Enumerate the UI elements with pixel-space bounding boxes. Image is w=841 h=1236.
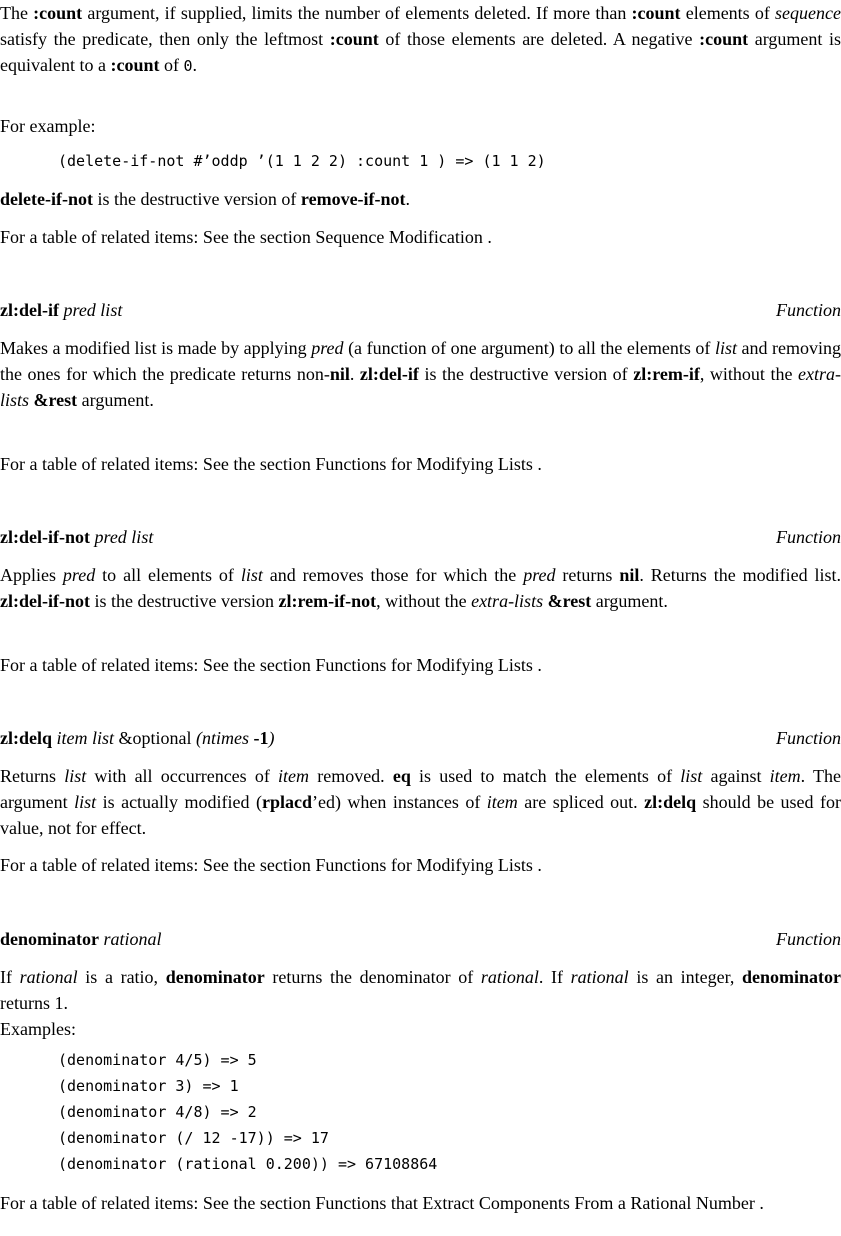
- code-example: (delete-if-not #’oddp ’(1 1 2 2) :count 1 ) => (1 1 2): [58, 152, 546, 170]
- denominator-examples: [0, 1047, 841, 1177]
- function-name: denominator: [0, 929, 99, 949]
- entry-kind: Function: [776, 929, 841, 949]
- entry-header-delq: zl:delq item list &optional (ntimes -1) Function: [0, 725, 841, 751]
- code-line: (denominator 4/8) => 2: [58, 1103, 257, 1121]
- entry-header-del-if: [0, 297, 841, 323]
- function-args: item list: [56, 728, 114, 748]
- code-line: (denominator (/ 12 -17)) => 17: [58, 1129, 329, 1147]
- entry-related-delq: For a table of related items: See the section Functions for Modifying Lists .: [0, 855, 542, 875]
- entry-desc-del-if-not: Applies pred to all elements of list and removes those for which the pred returns nil. Returns the modified list. zl:del-if-not is the destructive version zl:rem-if-not, without the extra-lists &rest argument.: [0, 565, 841, 611]
- intro-paragraph: The :count argument, if supplied, limits the number of elements deleted. If more than :count elements of sequence satisfy the predicate, then only the leftmost :count of those elements are deleted. A negative :count argument is equivalent to a :count of 0.: [0, 3, 841, 75]
- entry-header-del-if-not: [0, 524, 841, 550]
- entry-related-denominator: For a table of related items: See the section Functions that Extract Components From a Rational Number .: [0, 1193, 764, 1213]
- entry-kind: Function: [776, 728, 841, 748]
- entry-kind: Function: [776, 300, 841, 320]
- entry-desc-denominator: If rational is a ratio, denominator returns the denominator of rational. If rational is an integer, denominator returns 1. Examples:: [0, 964, 841, 1042]
- function-args: pred list: [63, 300, 123, 320]
- destructive-note: delete-if-not is the destructive version of remove-if-not.: [0, 189, 411, 209]
- entry-desc-delq: Returns list with all occurrences of item removed. eq is used to match the elements of list against item. The argument list is actually modified (rplacd’ed) when instances of item are spliced out. zl:delq should be used for value, not for effect.: [0, 766, 841, 838]
- entry-related-del-if: For a table of related items: See the section Functions for Modifying Lists .: [0, 454, 542, 474]
- entry-desc-del-if: Makes a modified list is made by applying pred (a function of one argument) to all the elements of list and removing the ones for which the predicate returns non-nil. zl:del-if is the destructive version of zl:rem-if, without the extra-lists &rest argument.: [0, 338, 841, 410]
- for-example-label: For example:: [0, 116, 96, 136]
- code-line: (denominator 4/5) => 5: [58, 1051, 257, 1069]
- examples-label: Examples:: [0, 1019, 76, 1039]
- entry-header-denominator: [0, 926, 841, 952]
- function-name: zl:del-if-not: [0, 527, 90, 547]
- function-args: rational: [103, 929, 162, 949]
- entry-kind: Function: [776, 527, 841, 547]
- code-line: (denominator (rational 0.200)) => 67108864: [58, 1155, 438, 1173]
- related-items-link: For a table of related items: See the section Sequence Modification .: [0, 227, 492, 247]
- code-line: (denominator 3) => 1: [58, 1077, 239, 1095]
- function-name: zl:del-if: [0, 300, 59, 320]
- function-args: pred list: [94, 527, 154, 547]
- function-name: zl:delq: [0, 728, 52, 748]
- entry-related-del-if-not: For a table of related items: See the section Functions for Modifying Lists .: [0, 655, 542, 675]
